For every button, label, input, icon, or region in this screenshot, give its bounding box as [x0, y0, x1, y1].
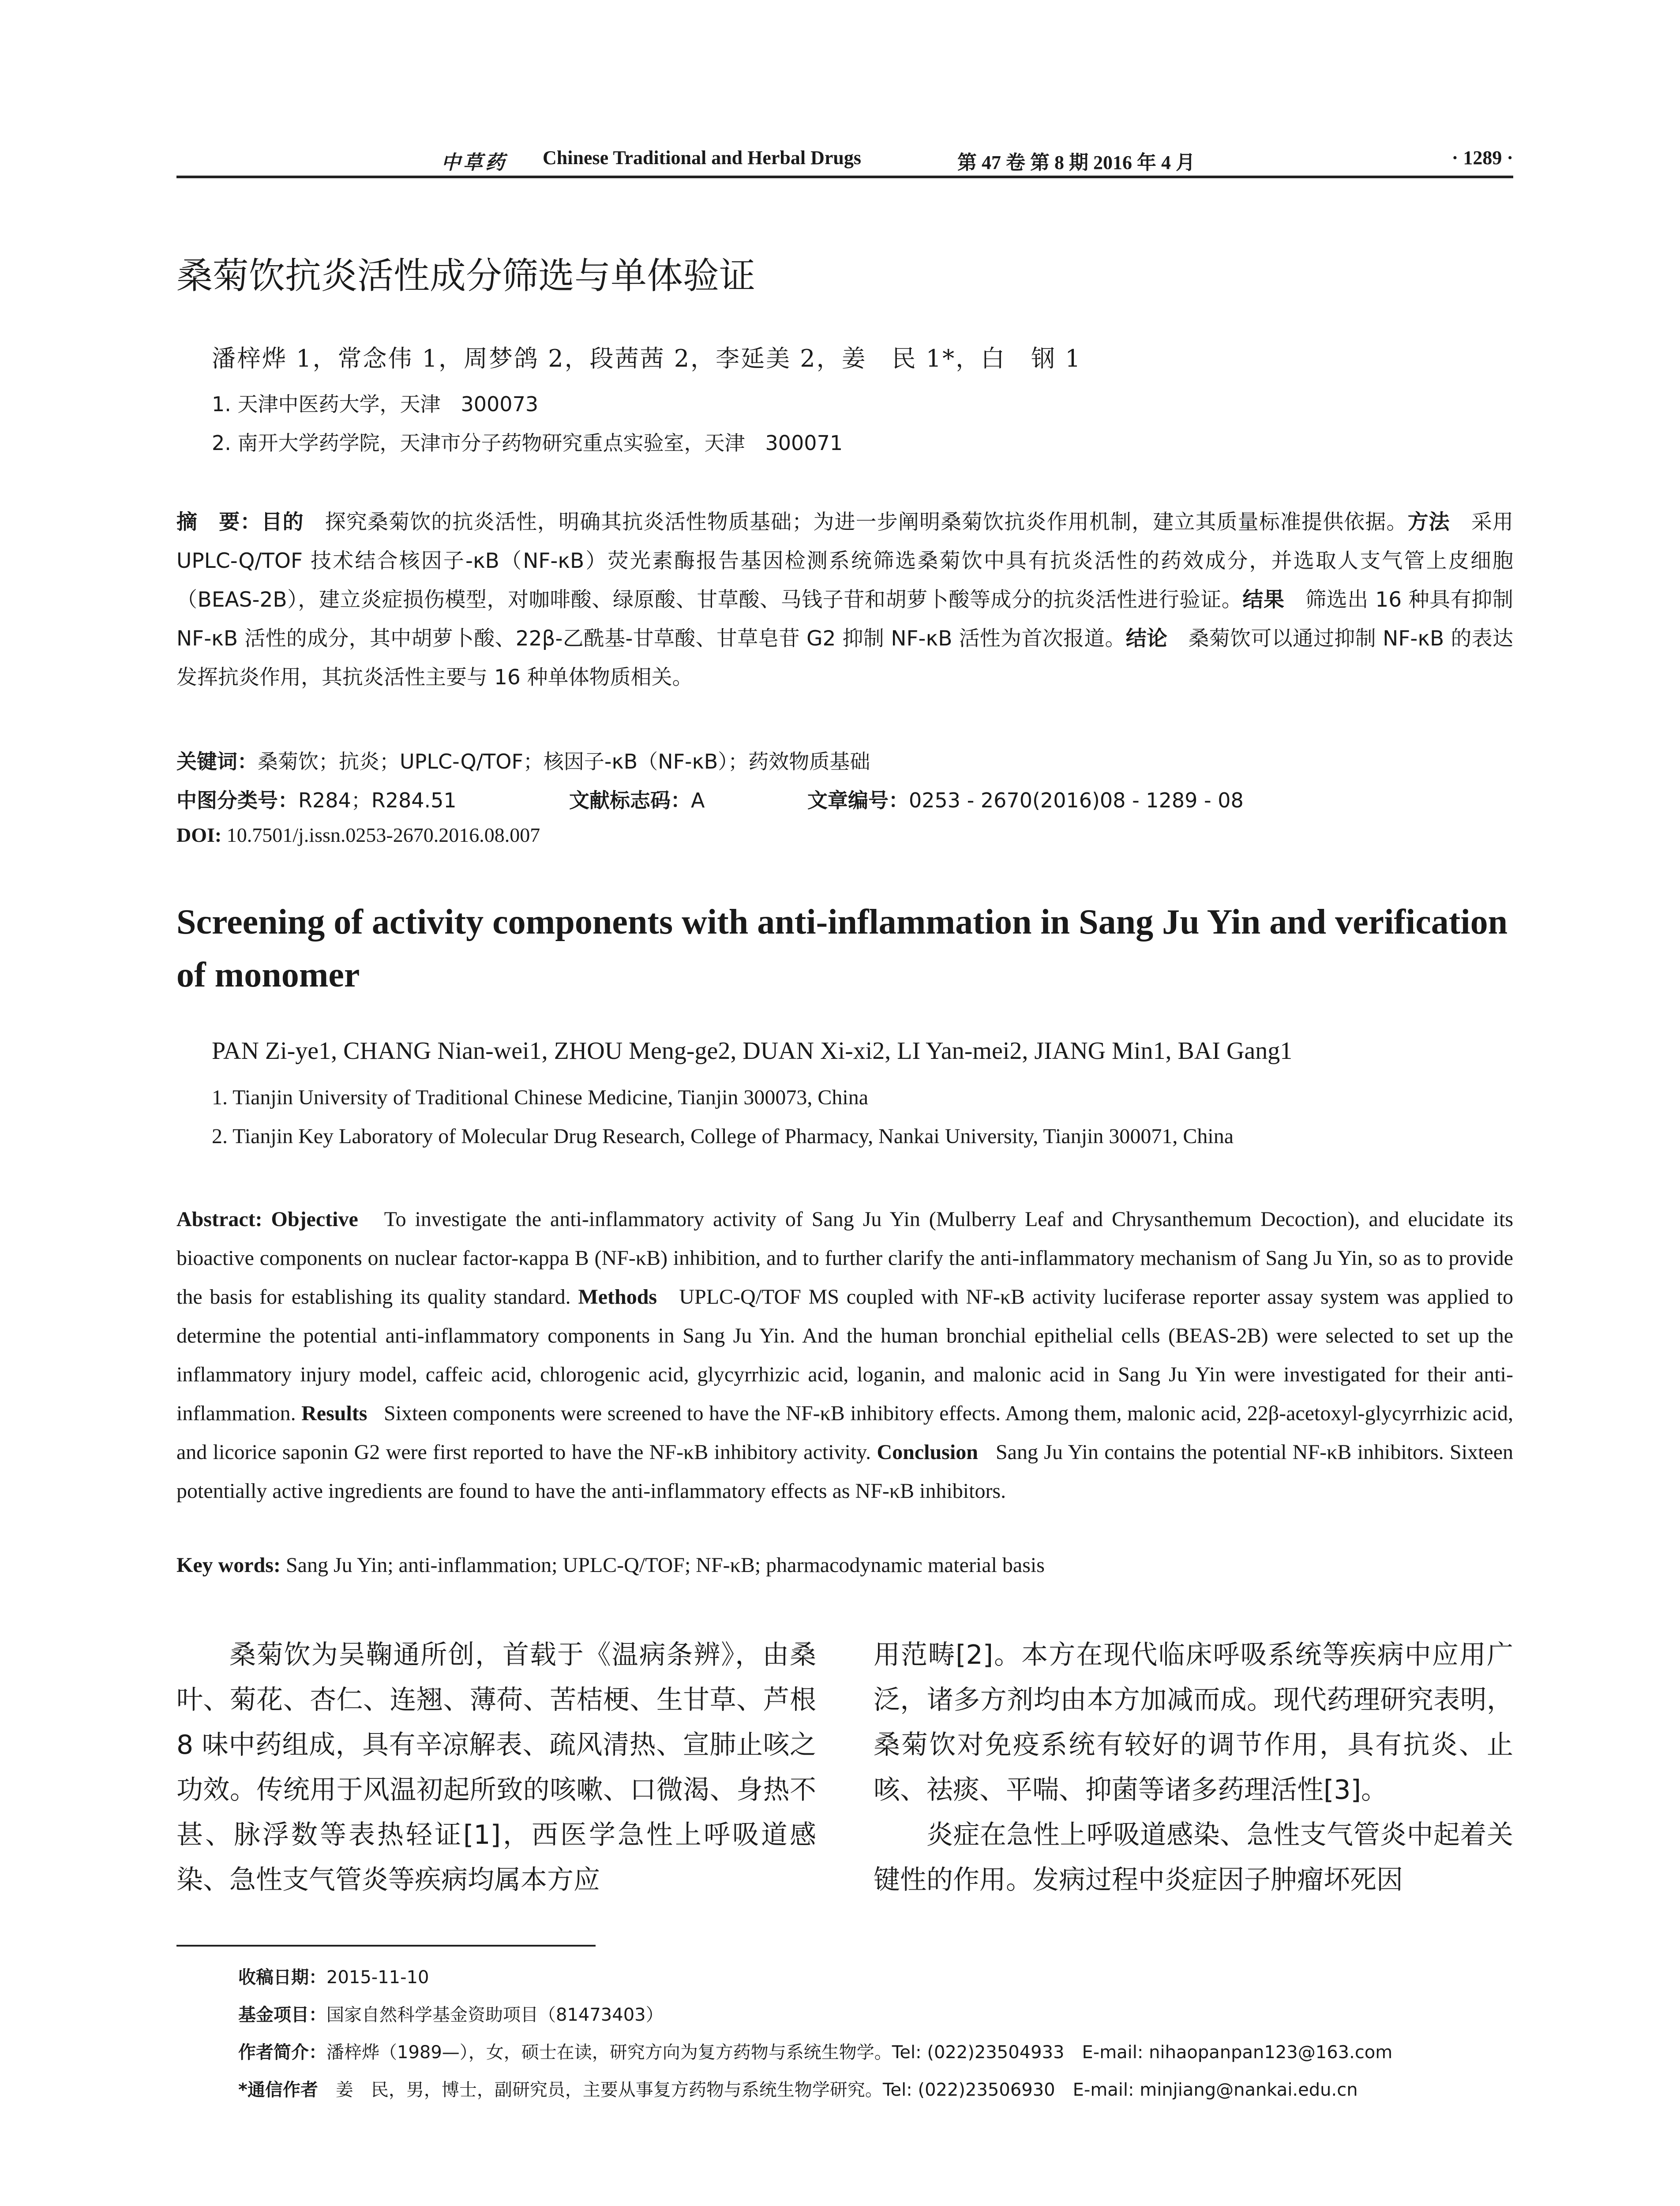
- affiliation-cn-2: 2. 南开大学药学院，天津市分子药物研究重点实验室，天津 300071: [212, 431, 843, 455]
- abstract-en-objective: To investigate the anti-inflammatory activity of Sang Ju Yin (Mulberry Leaf and Chrysanthemum Decoction), and elucidate its bioactive components on nuclear factor-κappa B (NF-κB) inhibition, and to further clarify the anti-inflammatory mechanism of Sang Ju Yin, so as to provide the basis for establishing its quality standard.: [176, 1208, 1514, 1309]
- classification-line: [176, 784, 457, 814]
- keywords-en: [176, 1553, 1045, 1577]
- doi-value: 10.7501/j.issn.0253-2670.2016.08.007: [226, 824, 540, 846]
- corr-label: *通信作者: [238, 2080, 318, 2100]
- footnote-fund: [238, 2001, 664, 2026]
- authors-cn: 潘梓烨 1，常念伟 1，周梦鸽 2，段茜茜 2，李延美 2，姜 民 1*，白 钢 1: [212, 345, 1082, 372]
- body-left-column: [176, 1632, 816, 1902]
- abstract-en-conclusion: Sang Ju Yin contains the potential NF-κB inhibitors. Sixteen potentially active ingredients are found to have the anti-inflammatory effects as NF-κB inhibitors.: [176, 1441, 1514, 1503]
- keywords-cn: [176, 746, 870, 775]
- keywords-en-label: Key words:: [176, 1553, 281, 1577]
- article-number-value: 0253 - 2670(2016)08 - 1289 - 08: [909, 788, 1244, 812]
- journal-name-en: Chinese Traditional and Herbal Drugs: [543, 147, 862, 169]
- article-number: [807, 784, 1244, 814]
- abstract-cn-conclusion: 桑菊饮可以通过抑制 NF-κB 的表达发挥抗炎作用，其抗炎活性主要与 16 种单体物质相关。: [176, 627, 1513, 690]
- article-title-cn: 桑菊饮抗炎活性成分筛选与单体验证: [176, 255, 756, 297]
- doc-code: [569, 784, 705, 814]
- abstract-en-methods-label: Methods: [578, 1285, 657, 1309]
- affiliation-en-2: 2. Tianjin Key Laboratory of Molecular Drug Research, College of Pharmacy, Nankai University, Tianjin 300071, China: [212, 1125, 1234, 1148]
- body-right-column: [874, 1632, 1513, 1902]
- bio-label: 作者简介：: [238, 2042, 326, 2063]
- clc-value: R284；R284.51: [298, 788, 457, 812]
- journal-name-cn: 中草药: [441, 152, 507, 173]
- bio-text: 潘梓烨（1989—），女，硕士在读，研究方向为复方药物与系统生物学。Tel: (022)23504933 E-mail: nihaopanpan123@163.com: [326, 2042, 1393, 2063]
- abstract-cn-methods-label: 方法: [1407, 510, 1450, 534]
- corr-text: 姜 民，男，博士，副研究员，主要从事复方药物与系统生物学研究。Tel: (022)23506930 E-mail: minjiang@nankai.edu.cn: [318, 2080, 1358, 2100]
- article-title-en: Screening of activity components with anti-inflammation in Sang Ju Yin and verification of monomer: [176, 903, 1508, 994]
- abstract-en-objective-label: Objective: [271, 1208, 358, 1231]
- page-number: · 1289 ·: [1451, 147, 1513, 169]
- abstract-cn-results-label: 结果: [1242, 588, 1285, 612]
- abstract-cn-results: 筛选出 16 种具有抑制 NF-κB 活性的成分，其中胡萝卜酸、22β-乙酰基-甘草酸、甘草皂苷 G2 抑制 NF-κB 活性为首次报道。: [176, 588, 1514, 651]
- doc-code-value: A: [691, 788, 705, 812]
- footnote-corresponding: [238, 2076, 1358, 2101]
- abstract-cn-methods: 采用 UPLC-Q/TOF 技术结合核因子-κB（NF-κB）荧光素酶报告基因检测系统筛选桑菊饮中具有抗炎活性的药效成分，并选取人支气管上皮细胞（BEAS-2B），建立炎症损伤模型，对咖啡酸、绿原酸、甘草酸、马钱子苷和胡萝卜酸等成分的抗炎活性进行验证。: [176, 510, 1514, 612]
- abstract-cn: [176, 503, 1513, 697]
- footnote-rule: [176, 1945, 596, 1947]
- abstract-en-methods: UPLC-Q/TOF MS coupled with NF-κB activity luciferase reporter assay system was applied to determine the potential anti-inflammatory components in Sang Ju Yin. And the human bronchial epithelial cells (BEAS-2B) were selected to set up the inflammatory injury model, caffeic acid, chlorogenic acid, glycyrrhizic acid, loganin, and malonic acid in Sang Ju Yin were investigated for their anti-inflammation.: [176, 1285, 1513, 1425]
- article-number-label: 文章编号：: [807, 788, 909, 812]
- body-paragraph-2: 炎症在急性上呼吸道感染、急性支气管炎中起着关键性的作用。发病过程中炎症因子肿瘤坏死因: [874, 1820, 1513, 1895]
- affiliation-en-1: 1. Tianjin University of Traditional Chinese Medicine, Tianjin 300073, China: [212, 1086, 869, 1109]
- abstract-cn-label: 摘 要：: [176, 510, 262, 534]
- running-header: [176, 140, 1513, 176]
- abstract-en-conclusion-label: Conclusion: [877, 1441, 978, 1464]
- body-paragraph-1: 桑菊饮为吴鞠通所创，首载于《温病条辨》，由桑叶、菊花、杏仁、连翘、薄荷、苦桔梗、生甘草、芦根 8 味中药组成，具有辛凉解表、疏风清热、宣肺止咳之功效。传统用于风温初起所致的咳嗽、口微渴、身热不甚、脉浮数等表热轻证[1]，西医学急性上呼吸道感染、急性支气管炎等疾病均属本方应: [176, 1639, 816, 1895]
- keywords-en-text: Sang Ju Yin; anti-inflammation; UPLC-Q/TOF; NF-κB; pharmacodynamic material basis: [285, 1553, 1045, 1577]
- body-paragraph-1-cont: 用范畴[2]。本方在现代临床呼吸系统等疾病中应用广泛，诸多方剂均由本方加减而成。现代药理研究表明，桑菊饮对免疫系统有较好的调节作用，具有抗炎、止咳、祛痰、平喘、抑菌等诸多药理活性[3]。: [874, 1639, 1513, 1805]
- abstract-en-results-label: Results: [301, 1402, 368, 1425]
- doc-code-label: 文献标志码：: [569, 788, 691, 812]
- clc-label: 中图分类号：: [176, 788, 298, 812]
- abstract-cn-objective: 探究桑菊饮的抗炎活性，明确其抗炎活性物质基础；为进一步阐明桑菊饮抗炎作用机制，建立其质量标准提供依据。: [304, 510, 1408, 534]
- header-rule: [176, 176, 1513, 178]
- abstract-cn-conclusion-label: 结论: [1125, 627, 1168, 651]
- abstract-en-label: Abstract:: [176, 1208, 262, 1231]
- footnote-received: [238, 1963, 429, 1988]
- doi-line: [176, 823, 540, 847]
- abstract-en-results: Sixteen components were screened to have the NF-κB inhibitory effects. Among them, malonic acid, 22β-acetoxyl-glycyrrhizic acid, and licorice saponin G2 were first reported to have the NF-κB inhibitory activity.: [176, 1402, 1513, 1464]
- affiliation-cn-1: 1. 天津中医药大学，天津 300073: [212, 392, 539, 416]
- keywords-cn-text: 桑菊饮；抗炎；UPLC-Q/TOF；核因子-κB（NF-κB）；药效物质基础: [258, 750, 870, 773]
- fund-label: 基金项目：: [238, 2005, 326, 2025]
- authors-en-text: PAN Zi-ye1, CHANG Nian-wei1, ZHOU Meng-ge2, DUAN Xi-xi2, LI Yan-mei2, JIANG Min1, BAI Gang1: [212, 1037, 1293, 1065]
- abstract-en: [176, 1200, 1513, 1511]
- issue-info: 第 47 卷 第 8 期 2016 年 4 月: [957, 152, 1195, 173]
- footnote-author-bio: [238, 2038, 1392, 2063]
- doi-label: DOI:: [176, 824, 222, 846]
- fund-text: 国家自然科学基金资助项目（81473403）: [326, 2005, 664, 2025]
- keywords-cn-label: 关键词：: [176, 750, 258, 773]
- authors-en: [212, 1037, 1292, 1065]
- received-date: 2015-11-10: [326, 1967, 429, 1988]
- received-label: 收稿日期：: [238, 1967, 326, 1988]
- abstract-cn-objective-label: 目的: [261, 510, 304, 534]
